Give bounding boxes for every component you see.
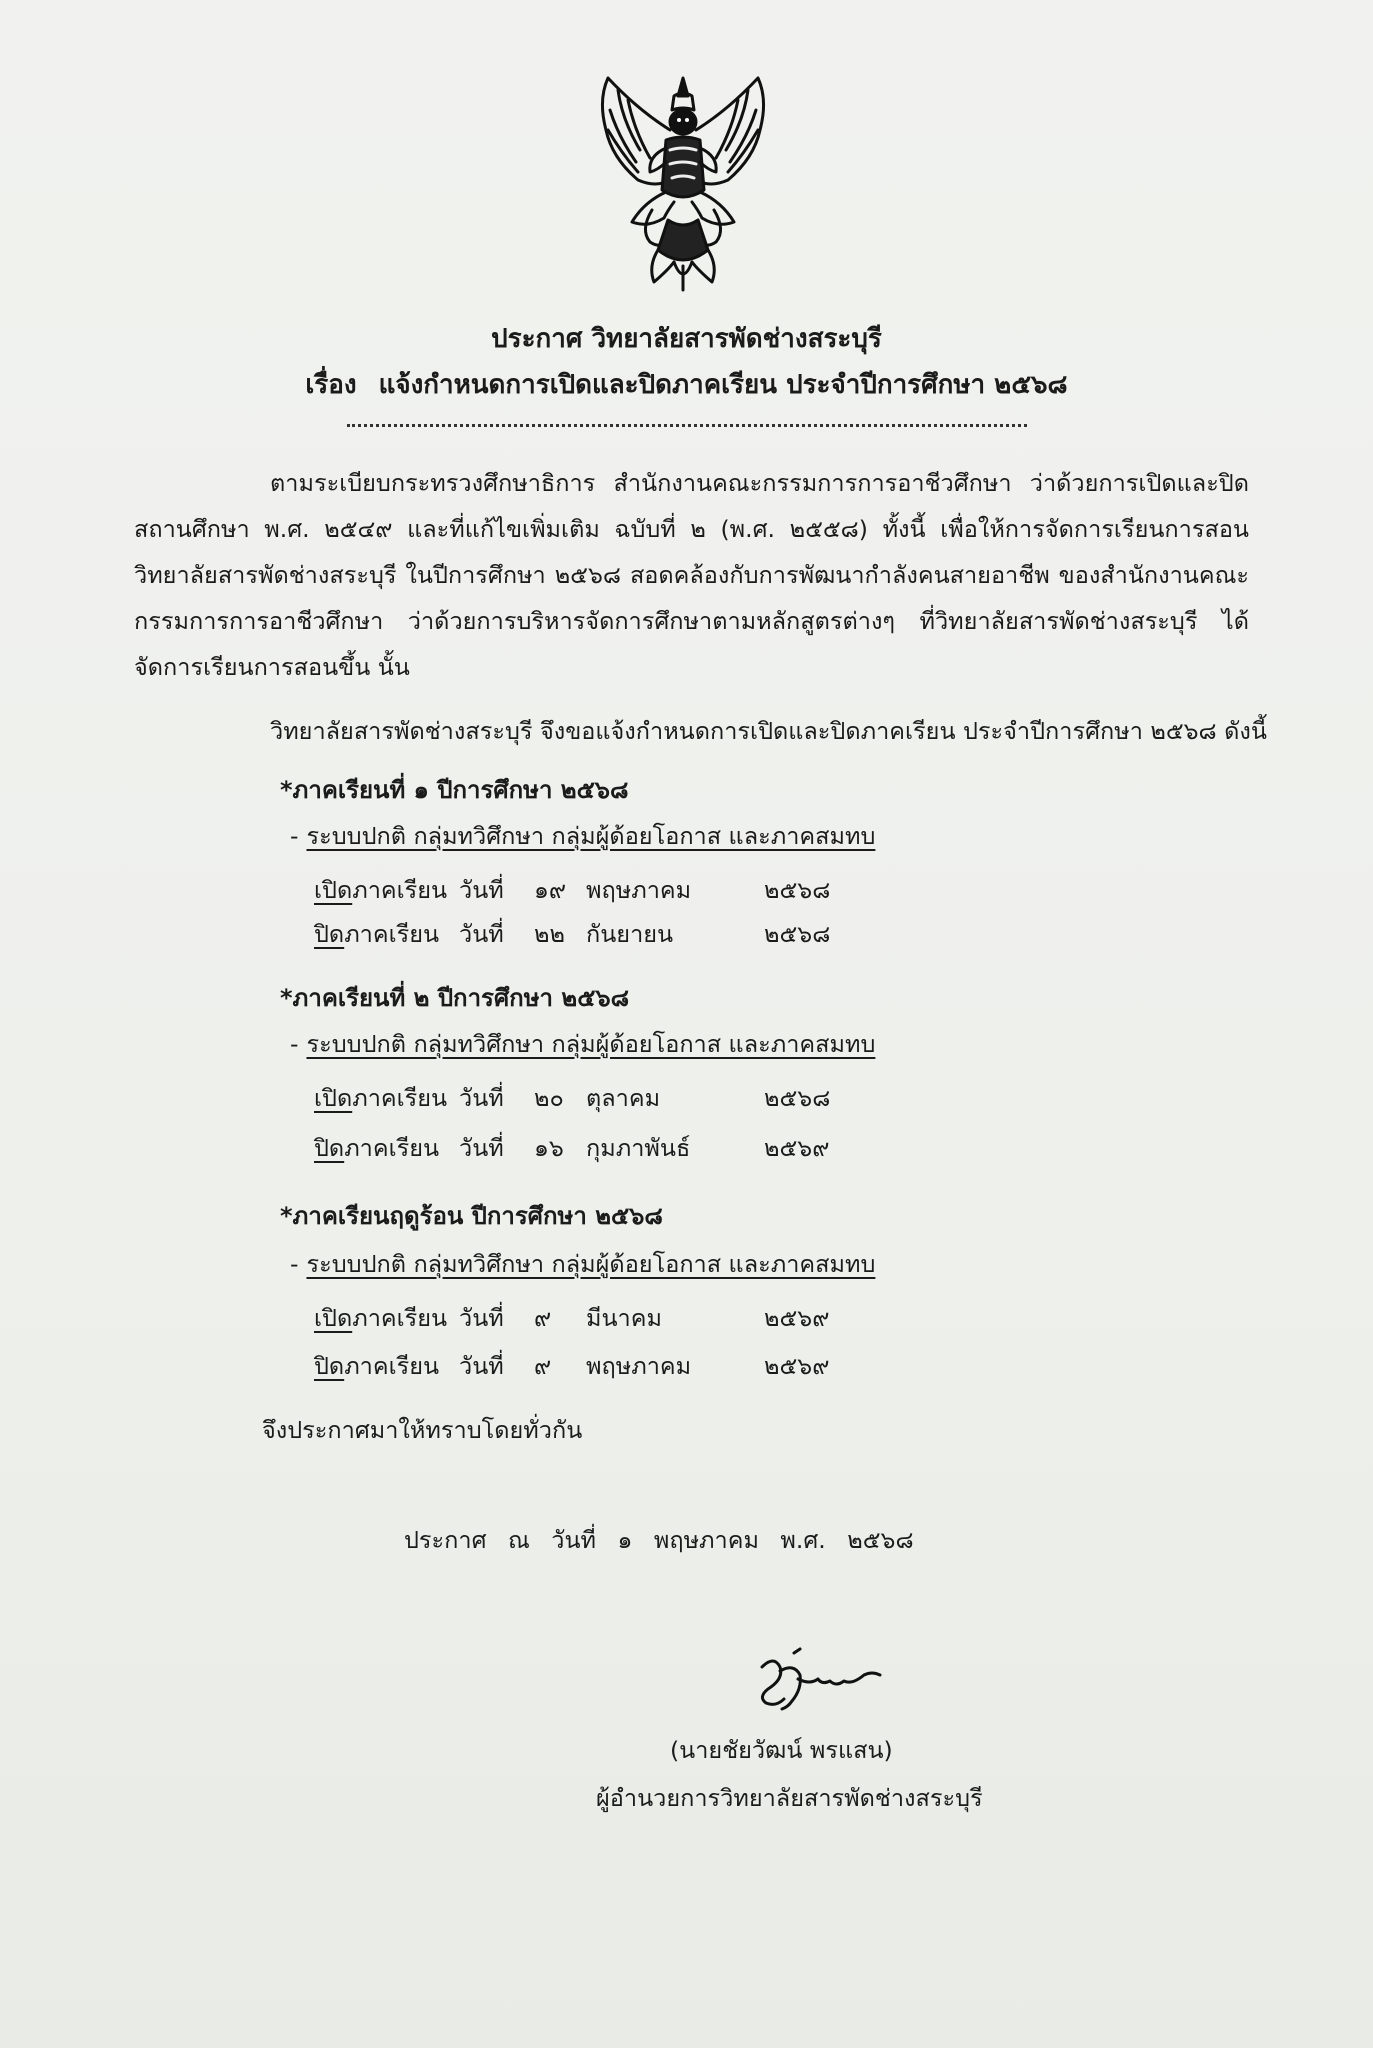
close-month: กุมภาพันธ์ xyxy=(586,1134,691,1162)
open-word: เปิด xyxy=(314,1304,353,1332)
garuda-emblem xyxy=(578,70,788,295)
close-suffix: ภาคเรียน xyxy=(344,1134,440,1162)
semester-1-program xyxy=(290,818,875,855)
semester-2-program xyxy=(290,1026,875,1063)
document-title: ประกาศ วิทยาลัยสารพัดช่างสระบุรี xyxy=(491,324,882,354)
day-label: วันที่ xyxy=(459,920,504,948)
day-label: วันที่ xyxy=(459,1304,504,1332)
semester-1-close-row xyxy=(314,916,830,953)
announcement-date: ประกาศ ณ วันที่ ๑ พฤษภาคม พ.ศ. ๒๕๖๘ xyxy=(404,1526,914,1554)
bullet-dash: - xyxy=(290,1030,299,1058)
open-suffix: ภาคเรียน xyxy=(352,1084,448,1112)
summer-semester-close-row xyxy=(314,1348,829,1385)
handwritten-signature xyxy=(740,1645,890,1725)
summer-semester-program xyxy=(290,1246,875,1283)
open-month: ตุลาคม xyxy=(586,1084,661,1112)
close-day: ๑๖ xyxy=(534,1134,564,1162)
close-year: ๒๕๖๙ xyxy=(764,1352,830,1380)
document-subject xyxy=(0,364,1373,405)
close-word: ปิด xyxy=(314,920,345,948)
open-month: พฤษภาคม xyxy=(586,876,692,904)
close-day: ๒๒ xyxy=(534,920,565,948)
close-suffix: ภาคเรียน xyxy=(344,1352,440,1380)
day-label: วันที่ xyxy=(459,876,504,904)
close-month: พฤษภาคม xyxy=(586,1352,692,1380)
day-label: วันที่ xyxy=(459,1352,504,1380)
program-text: ระบบปกติ กลุ่มทวิศึกษา กลุ่มผู้ด้อยโอกาส และภาคสมทบ xyxy=(306,1250,876,1278)
semester-2-open-row xyxy=(314,1080,830,1117)
intro-paragraph xyxy=(134,460,1249,690)
open-day: ๒๐ xyxy=(534,1084,564,1112)
open-word: เปิด xyxy=(314,876,353,904)
close-day: ๙ xyxy=(534,1352,552,1380)
summer-semester-open-row xyxy=(314,1300,829,1337)
close-word: ปิด xyxy=(314,1134,345,1162)
open-word: เปิด xyxy=(314,1084,353,1112)
intro-text: ตามระเบียบกระทรวงศึกษาธิการ สำนักงานคณะกรรมการการอาชีวศึกษา ว่าด้วยการเปิดและปิดสถานศึกษา พ.ศ. ๒๕๔๙ และที่แก้ไขเพิ่มเติม ฉบับที่ ๒ (พ.ศ. ๒๕๕๘) ทั้งนี้ เพื่อให้การจัดการเรียนการสอนวิทยาลัยสารพัดช่างสระบุรี ในปีการศึกษา ๒๕๖๘ สอดคล้องกับการพัฒนากำลังคนสายอาชีพ ของสำนักงานคณะกรรมการการอาชีวศึกษา ว่าด้วยการบริหารจัดการศึกษาตามหลักสูตรต่างๆ ที่วิทยาลัยสารพัดช่างสระบุรี ได้จัดการเรียนการสอนขึ้น นั้น xyxy=(134,469,1249,681)
open-year: ๒๕๖๘ xyxy=(764,1084,831,1112)
semester-1-open-row xyxy=(314,872,830,909)
close-year: ๒๕๖๘ xyxy=(764,920,831,948)
subject-label: เรื่อง xyxy=(305,370,357,400)
semester-2-close-row xyxy=(314,1130,829,1167)
day-label: วันที่ xyxy=(459,1084,504,1112)
bullet-dash: - xyxy=(290,1250,299,1278)
closing-line: จึงประกาศมาให้ทราบโดยทั่วกัน xyxy=(262,1416,583,1444)
open-year: ๒๕๖๙ xyxy=(764,1304,830,1332)
close-year: ๒๕๖๙ xyxy=(764,1134,830,1162)
close-word: ปิด xyxy=(314,1352,345,1380)
close-month: กันยายน xyxy=(586,920,674,948)
signatory-name: (นายชัยวัฒน์ พรแสน) xyxy=(670,1736,893,1764)
bullet-dash: - xyxy=(290,822,299,850)
day-label: วันที่ xyxy=(459,1134,504,1162)
close-suffix: ภาคเรียน xyxy=(344,920,440,948)
dotted-divider xyxy=(347,424,1027,427)
open-day: ๙ xyxy=(534,1304,552,1332)
semester-1-heading: *ภาคเรียนที่ ๑ ปีการศึกษา ๒๕๖๘ xyxy=(280,776,629,804)
semester-2-heading: *ภาคเรียนที่ ๒ ปีการศึกษา ๒๕๖๘ xyxy=(280,984,630,1012)
open-month: มีนาคม xyxy=(586,1304,662,1332)
signatory-position: ผู้อำนวยการวิทยาลัยสารพัดช่างสระบุรี xyxy=(596,1784,983,1812)
open-day: ๑๙ xyxy=(534,876,567,904)
announcement-line: วิทยาลัยสารพัดช่างสระบุรี จึงขอแจ้งกำหนดการเปิดและปิดภาคเรียน ประจำปีการศึกษา ๒๕๖๘ ดังนี้ xyxy=(270,717,1267,745)
open-suffix: ภาคเรียน xyxy=(352,1304,448,1332)
program-text: ระบบปกติ กลุ่มทวิศึกษา กลุ่มผู้ด้อยโอกาส และภาคสมทบ xyxy=(306,822,876,850)
subject-text: แจ้งกำหนดการเปิดและปิดภาคเรียน ประจำปีการศึกษา ๒๕๖๘ xyxy=(378,370,1068,400)
open-suffix: ภาคเรียน xyxy=(352,876,448,904)
open-year: ๒๕๖๘ xyxy=(764,876,831,904)
summer-semester-heading: *ภาคเรียนฤดูร้อน ปีการศึกษา ๒๕๖๘ xyxy=(280,1202,663,1230)
program-text: ระบบปกติ กลุ่มทวิศึกษา กลุ่มผู้ด้อยโอกาส และภาคสมทบ xyxy=(306,1030,876,1058)
